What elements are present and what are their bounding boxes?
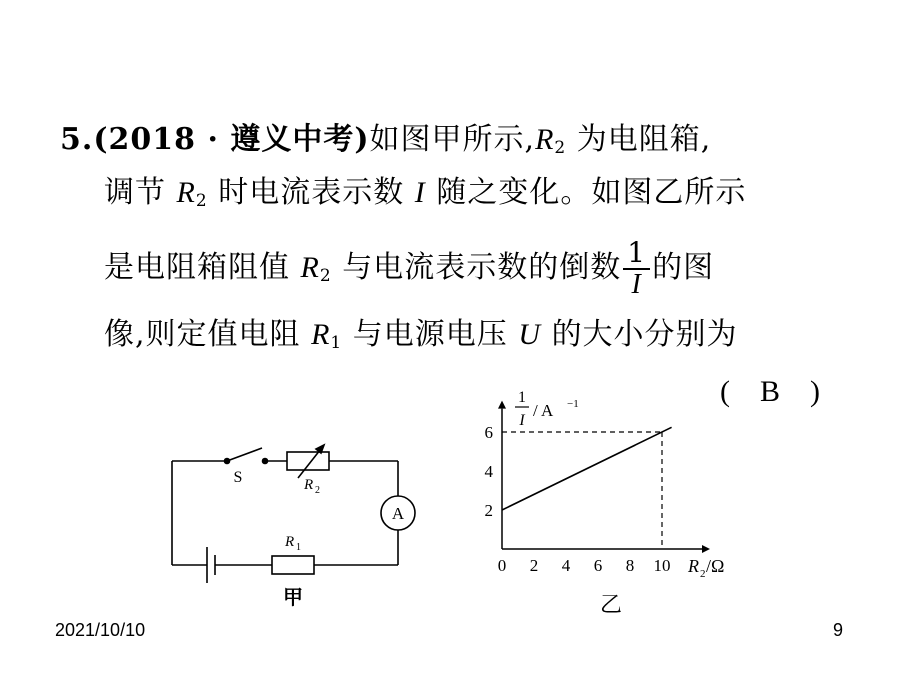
y-tick-labels: [485, 423, 494, 520]
y-tick-label: 6: [484, 423, 493, 442]
data-line: [502, 427, 672, 510]
question-number: 5.: [60, 122, 94, 157]
y-tick-label: 4: [484, 462, 493, 481]
var-r: R: [300, 251, 320, 284]
x-label-sub: 2: [700, 568, 706, 580]
var-u: U: [518, 318, 542, 351]
x-tick-label: 10: [653, 556, 671, 575]
text-segment: 像,则定值电阻: [104, 317, 301, 352]
x-tick-label: 2: [529, 556, 539, 575]
y-label-exponent: −1: [567, 398, 579, 410]
x-tick-label: 8: [625, 556, 635, 575]
y-tick-label: 2: [484, 501, 493, 520]
y-label-denominator: I: [519, 412, 525, 429]
resistor-r1: [272, 556, 314, 574]
x-axis-arrow: [702, 545, 710, 553]
x-tick-labels: [498, 556, 671, 575]
fraction-denominator: I: [631, 269, 642, 300]
text-segment: 随之变化。如图乙所示: [436, 175, 747, 210]
x-tick-label: 0: [497, 556, 507, 575]
x-label-unit: /Ω: [706, 556, 725, 576]
r2-label: R: [304, 477, 314, 493]
sub-2: 2: [319, 266, 332, 286]
fraction-numerator: 1: [623, 238, 650, 270]
text-segment: 与电源电压: [352, 317, 508, 352]
circuit-diagram: [172, 445, 415, 583]
var-i: I: [414, 176, 426, 209]
var-r: R: [176, 176, 196, 209]
r1-label: R: [285, 534, 295, 550]
circuit-caption: 甲: [283, 587, 303, 609]
y-axis-arrow: [498, 401, 506, 409]
switch-blade: [227, 448, 262, 461]
answer-choice: ( B ): [720, 375, 820, 408]
text-segment: 如图甲所示,: [369, 122, 536, 157]
switch-label: S: [233, 469, 243, 486]
sub-2: 2: [554, 138, 567, 158]
r1-label-sub: 1: [296, 542, 301, 553]
r2-label-sub: 2: [315, 485, 320, 496]
footer-page-number: 9: [833, 620, 844, 640]
text-segment: 调节: [104, 175, 166, 210]
sub-2: 2: [195, 191, 208, 211]
ammeter-label: A: [391, 504, 405, 523]
y-label-numerator: 1: [518, 389, 526, 406]
resistor-r2: [287, 452, 329, 470]
text-segment: 是电阻箱阻值: [104, 250, 290, 285]
y-label-unit: / A: [533, 401, 554, 420]
text-segment: 的图: [652, 250, 715, 285]
text-segment: 与电流表示数的倒数: [342, 250, 622, 285]
footer-date: 2021/10/10: [55, 620, 146, 640]
text-segment: 时电流表示数: [218, 175, 405, 210]
question-source: (2018 · 遵义中考): [93, 122, 370, 157]
x-tick-label: 6: [593, 556, 603, 575]
sub-1: 1: [330, 333, 343, 353]
var-r: R: [535, 123, 555, 156]
graph: [485, 401, 711, 575]
text-segment: 为电阻箱,: [576, 122, 712, 157]
text-segment: 的大小分别为: [551, 317, 738, 352]
x-tick-label: 4: [561, 556, 571, 575]
graph-caption: 乙: [599, 592, 623, 617]
var-r: R: [311, 318, 331, 351]
x-label-var: R: [688, 556, 699, 576]
